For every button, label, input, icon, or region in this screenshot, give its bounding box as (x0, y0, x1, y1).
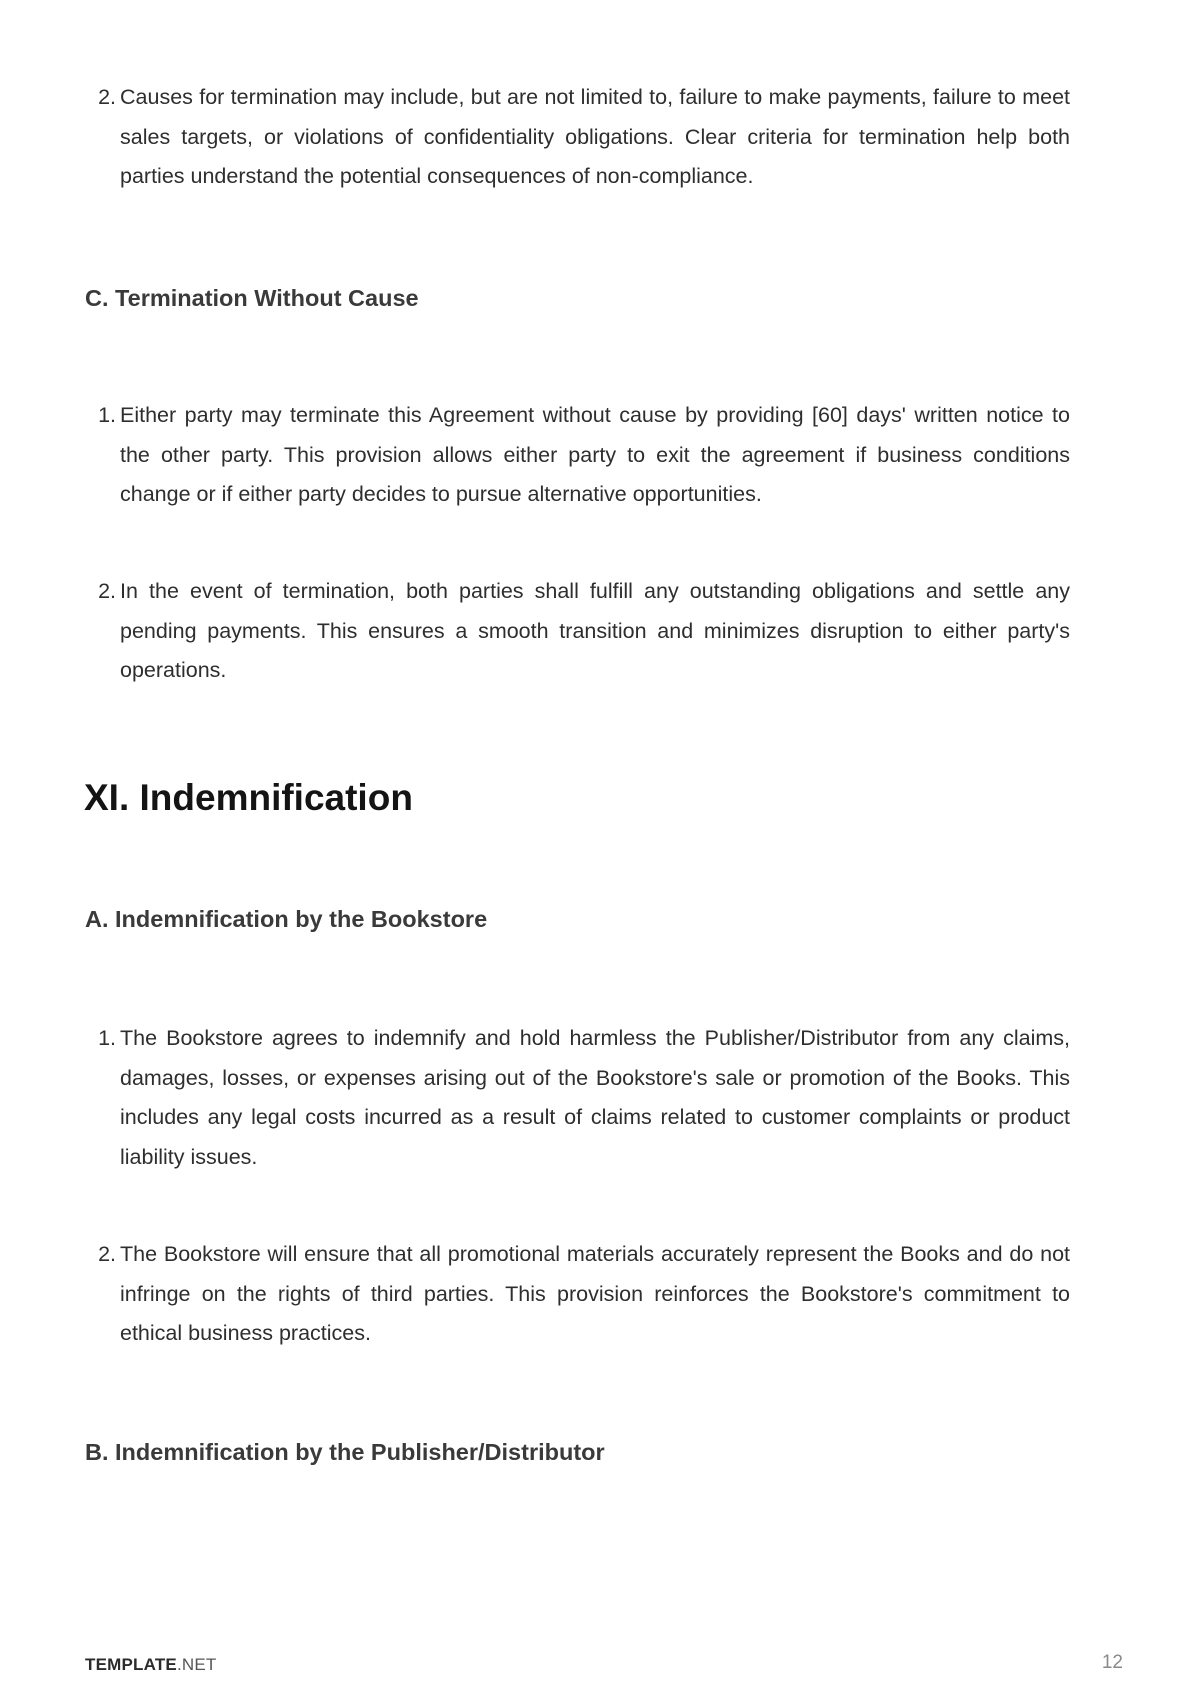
section-subheading: B. Indemnification by the Publisher/Distributor (85, 1439, 605, 1465)
brand-logo (85, 1655, 216, 1675)
list-number: 1. (98, 403, 116, 427)
paragraph-text: The Bookstore agrees to indemnify and hold harmless the Publisher/Distributor from any claims, damages, losses, or expenses arising out of the Bookstore's sale or promotion of the Books. This includes any legal costs incurred as a result of claims related to customer complaints or product liability issues. (120, 1026, 1070, 1169)
list-item (85, 78, 1070, 197)
list-number: 2. (98, 1242, 116, 1266)
section-heading: XI. Indemnification (84, 777, 413, 818)
list-item (85, 572, 1070, 691)
paragraph-text: Either party may terminate this Agreement without cause by providing [60] days' written notice to the other party. This provision allows either party to exit the agreement if business conditions change or if either party decides to pursue alternative opportunities. (120, 403, 1070, 506)
list-number: 2. (98, 579, 116, 603)
page-number: 12 (1101, 1652, 1123, 1673)
list-item (85, 396, 1070, 515)
paragraph-text: Causes for termination may include, but are not limited to, failure to make payments, failure to meet sales targets, or violations of confidentiality obligations. Clear criteria for termination help both parties understand the potential consequences of non-compliance. (120, 85, 1070, 188)
section-subheading: C. Termination Without Cause (85, 285, 419, 311)
list-number: 1. (98, 1026, 116, 1050)
list-item (85, 1235, 1070, 1354)
paragraph-text: The Bookstore will ensure that all promotional materials accurately represent the Books and do not infringe on the rights of third parties. This provision reinforces the Bookstore's commitment to ethical business practices. (120, 1242, 1070, 1345)
paragraph-text: In the event of termination, both parties shall fulfill any outstanding obligations and settle any pending payments. This ensures a smooth transition and minimizes disruption to either party's operations. (120, 579, 1070, 682)
list-item (85, 1019, 1070, 1177)
brand-logo-bold: TEMPLATE (85, 1655, 177, 1674)
list-number: 2. (98, 85, 116, 109)
brand-logo-suffix: .NET (176, 1655, 217, 1674)
section-subheading: A. Indemnification by the Bookstore (85, 906, 488, 932)
